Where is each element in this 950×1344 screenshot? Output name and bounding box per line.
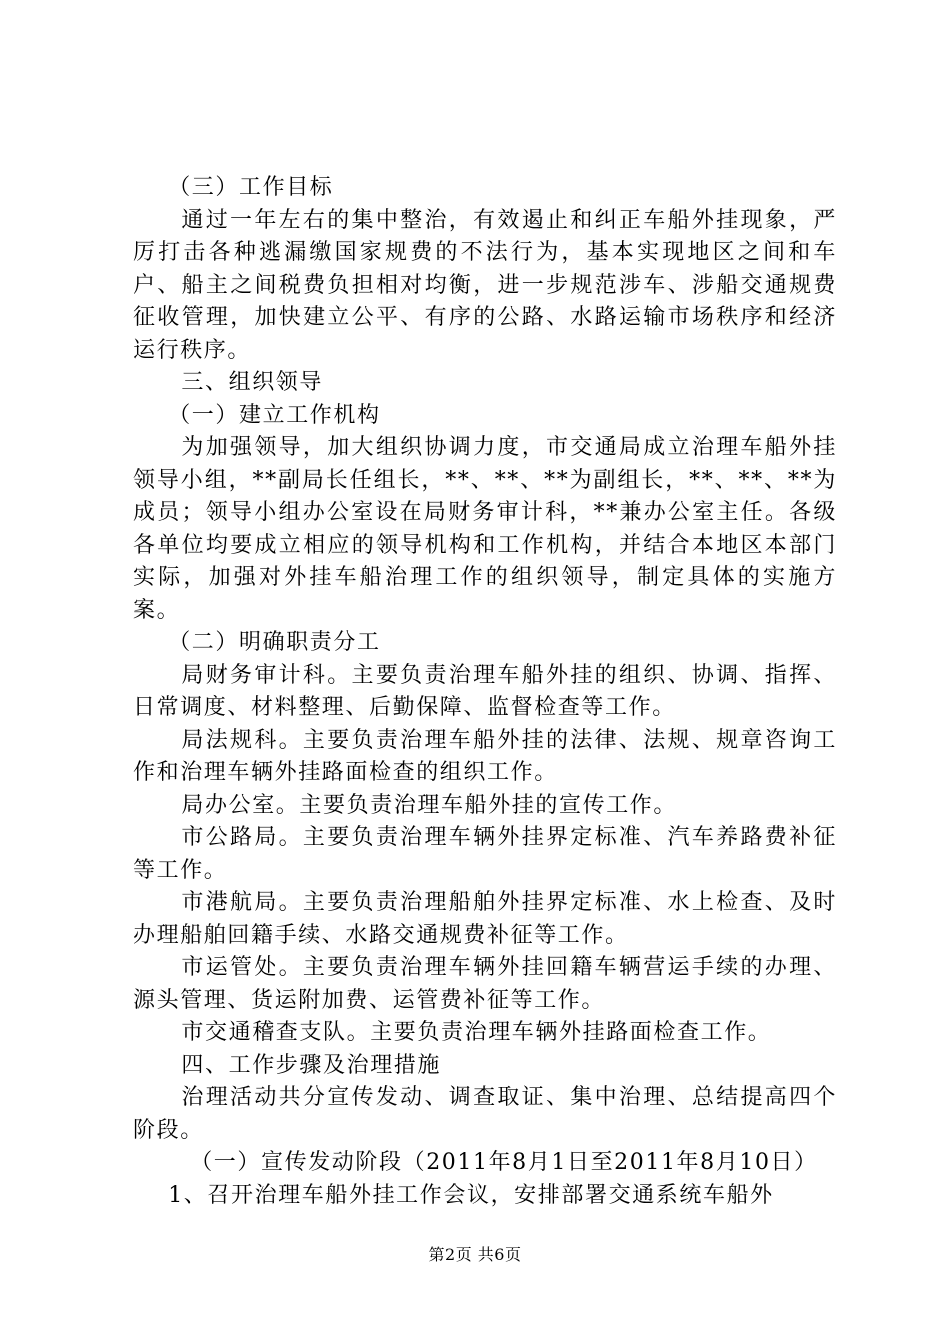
paragraph: 市港航局。主要负责治理船舶外挂界定标准、水上检查、及时办理船舶回籍手续、水路交通规费补征等工作。 (133, 890, 837, 948)
paragraph: （一）宣传发动阶段（2011年8月1日至2011年8月10日） (190, 1150, 818, 1175)
paragraph: 为加强领导，加大组织协调力度，市交通局成立治理车船外挂领导小组，**副局长任组长，**、**、**为副组长，**、**、**为成员；领导小组办公室设在局财务审计科，**兼办公室主任。各级各单位均要成立相应的领导机构和工作机构，并结合本地区本部门实际，加强对外挂车船治理工作的组织领导，制定具体的实施方案。 (133, 435, 837, 623)
paragraph: （一）建立工作机构 (168, 402, 381, 428)
page-number-footer: 第2页 共6页 (428, 1245, 522, 1264)
paragraph: 1、召开治理车船外挂工作会议，安排部署交通系统车船外 (168, 1182, 774, 1208)
document-body (133, 172, 837, 1212)
paragraph: 局法规科。主要负责治理车船外挂的法律、法规、规章咨询工作和治理车辆外挂路面检查的组织工作。 (133, 727, 837, 785)
paragraph: 四、工作步骤及治理措施 (181, 1052, 441, 1078)
paragraph: 市公路局。主要负责治理车辆外挂界定标准、汽车养路费补征等工作。 (133, 825, 837, 883)
paragraph: （二）明确职责分工 (168, 630, 381, 655)
paragraph: （三）工作目标 (168, 175, 334, 200)
paragraph: 局办公室。主要负责治理车船外挂的宣传工作。 (181, 792, 677, 818)
paragraph: 三、组织领导 (181, 370, 323, 395)
paragraph: 通过一年左右的集中整治，有效遏止和纠正车船外挂现象，严厉打击各种逃漏缴国家规费的不法行为，基本实现地区之间和车户、船主之间税费负担相对均衡，进一步规范涉车、涉船交通规费征收管理，加快建立公平、有序的公路、水路运输市场秩序和经济运行秩序。 (133, 207, 837, 363)
paragraph: 局财务审计科。主要负责治理车船外挂的组织、协调、指挥、日常调度、材料整理、后勤保障、监督检查等工作。 (133, 662, 837, 720)
paragraph: 治理活动共分宣传发动、调查取证、集中治理、总结提高四个阶段。 (133, 1085, 837, 1143)
paragraph: 市运管处。主要负责治理车辆外挂回籍车辆营运手续的办理、源头管理、货运附加费、运管费补征等工作。 (133, 955, 837, 1013)
paragraph: 市交通稽查支队。主要负责治理车辆外挂路面检查工作。 (181, 1020, 772, 1045)
